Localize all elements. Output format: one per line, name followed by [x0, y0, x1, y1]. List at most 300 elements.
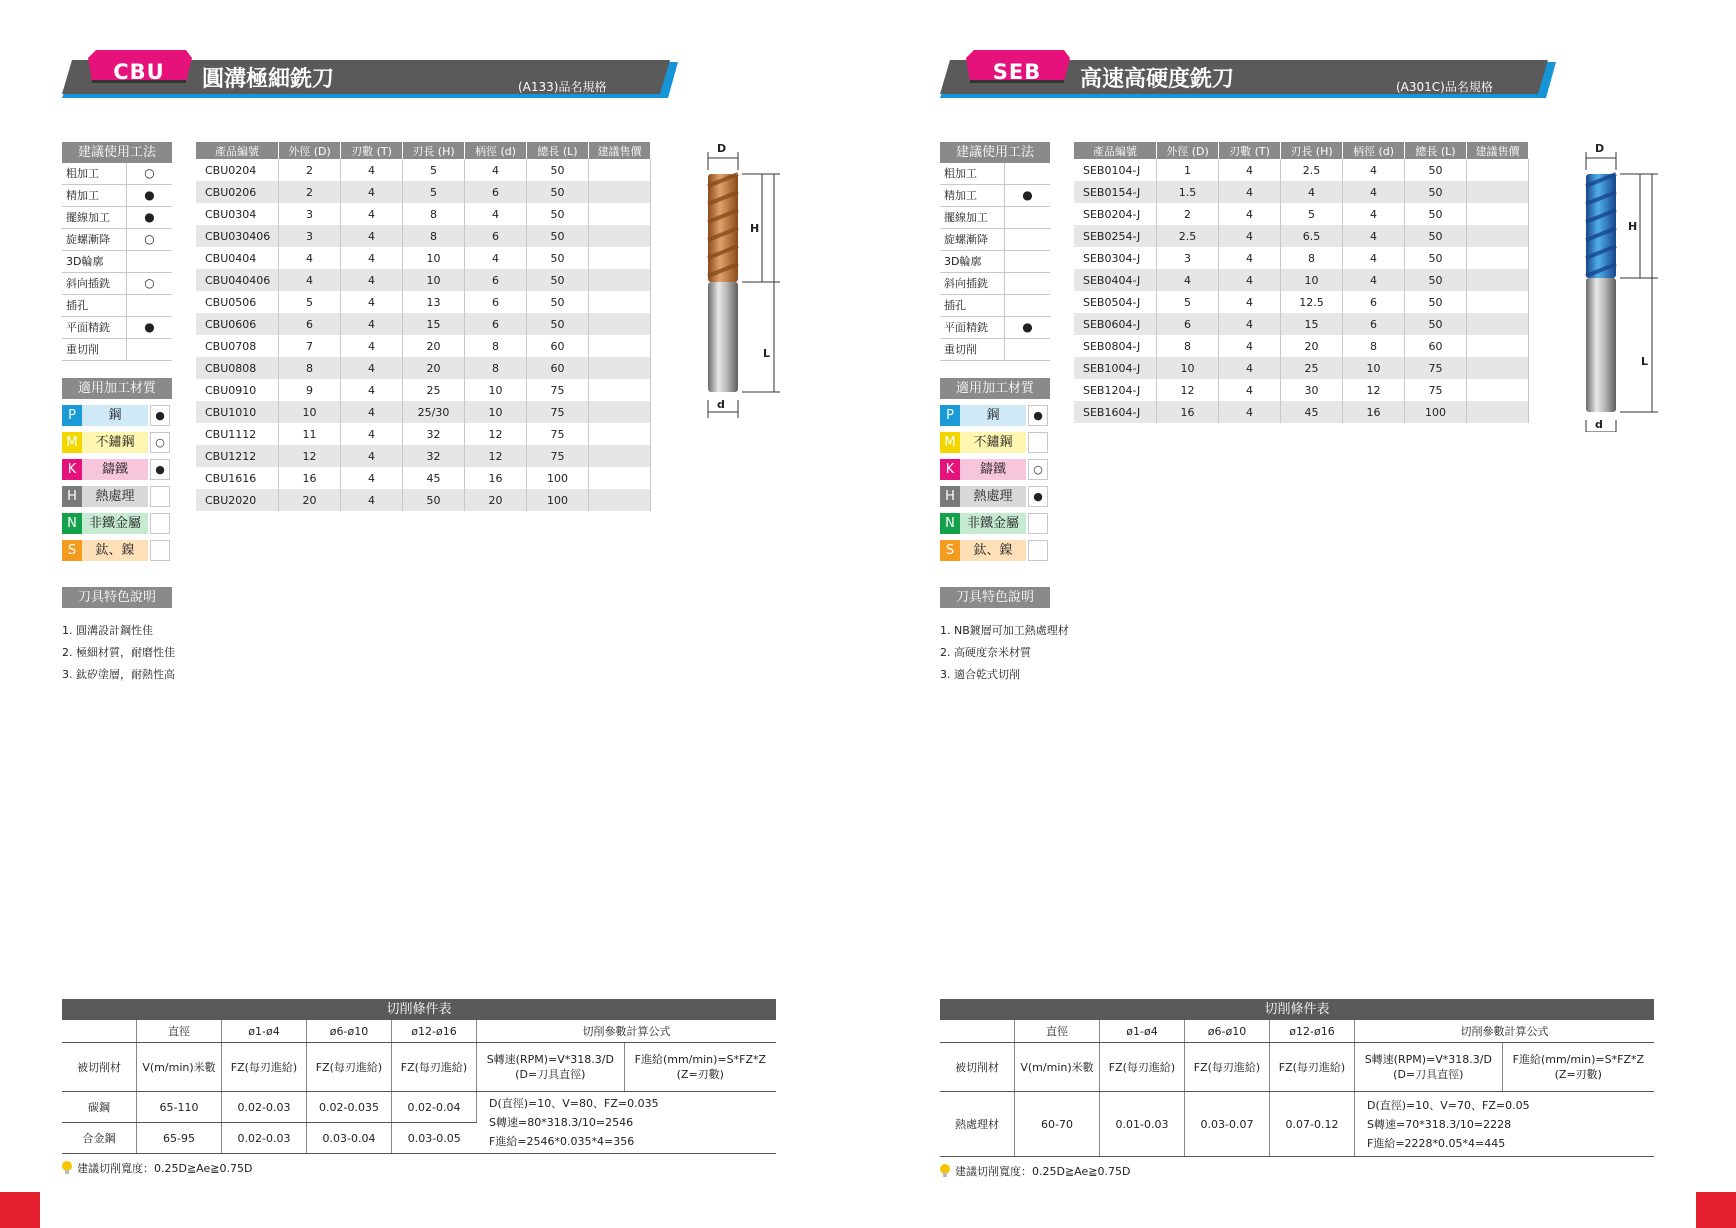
formula-line: F進給=2546*0.035*4=356 [489, 1135, 635, 1148]
table-cell: 10 [465, 401, 527, 423]
table-cell: 4 [341, 247, 403, 269]
table-cell: 11 [279, 423, 341, 445]
features-header: 刀具特色說明 [940, 587, 1050, 608]
formula-line: F進給=2228*0.05*4=445 [1367, 1136, 1506, 1150]
table-cell: CBU0404 [196, 247, 279, 269]
material-mark [1028, 540, 1048, 561]
table-cell: 4 [1343, 203, 1405, 225]
feature-item: 1. 圓溝設計鋼性佳 [62, 624, 153, 637]
cutting-header: ø6-ø10 [1185, 1020, 1270, 1043]
material-mark [1028, 432, 1048, 453]
method-name: 旋螺漸降 [62, 229, 127, 250]
cutting-header: 切削參數計算公式 [477, 1020, 777, 1043]
table-cell: 4 [1219, 335, 1281, 357]
cutting-header: ø1-ø4 [1100, 1020, 1185, 1043]
table-cell: 75 [527, 423, 589, 445]
cutting-header: 直徑 [1015, 1020, 1100, 1043]
method-name: 3D輪廓 [62, 251, 127, 272]
table-header-row [1074, 142, 1529, 159]
table-row [196, 335, 651, 357]
table-cell: 4 [1219, 181, 1281, 203]
material-name: 鋼 [960, 405, 1026, 426]
cutting-header: 直徑 [137, 1020, 222, 1043]
method-name: 擺線加工 [62, 207, 127, 228]
table-cell: 50 [527, 313, 589, 335]
table-cell: CBU1010 [196, 401, 279, 423]
product-title: 高速高硬度銑刀 [1080, 67, 1235, 92]
material-mark: ● [1028, 486, 1048, 507]
dimension-label-L: L [763, 347, 771, 360]
product-table [196, 142, 651, 511]
table-cell: 25 [403, 379, 465, 401]
table-cell [589, 159, 651, 181]
formula-example [477, 1092, 777, 1154]
table-cell: 4 [341, 445, 403, 467]
tool-drawing [700, 142, 780, 436]
cutting-header [940, 1020, 1015, 1043]
method-mark [1005, 163, 1050, 184]
method-name: 粗加工 [940, 163, 1005, 184]
table-cell: CBU0304 [196, 203, 279, 225]
table-cell: 4 [1343, 181, 1405, 203]
table-cell: CBU2020 [196, 489, 279, 511]
table-cell: 20 [465, 489, 527, 511]
product-title: 圓溝極細銑刀 [202, 67, 335, 92]
table-cell [589, 269, 651, 291]
table-cell: 20 [403, 335, 465, 357]
table-cell: 50 [527, 291, 589, 313]
column-header: 刃長 (H) [1281, 142, 1343, 159]
material-row [62, 486, 172, 507]
table-row [1074, 225, 1529, 247]
feature-item: 3. 適合乾式切削 [940, 668, 1020, 681]
table-row [196, 445, 651, 467]
method-row [62, 207, 172, 229]
cutting-subheader: FZ(每刃進給) [307, 1043, 392, 1092]
feature-item: 2. 高硬度奈米材質 [940, 646, 1031, 659]
table-cell: 75 [527, 445, 589, 467]
table-cell: 12 [1343, 379, 1405, 401]
table-cell: 8 [1157, 335, 1219, 357]
table-cell: 5 [1157, 291, 1219, 313]
cutting-subheader: S轉速(RPM)=V*318.3/D (D=刀具直徑) [1355, 1043, 1503, 1092]
table-cell: 4 [1219, 313, 1281, 335]
cutting-cell: 0.03-0.05 [392, 1123, 477, 1154]
cutting-subheader: 被切削材 [940, 1043, 1015, 1092]
material-letter: M [940, 432, 960, 453]
table-cell: 10 [465, 379, 527, 401]
table-cell: 50 [1405, 225, 1467, 247]
feature-item: 2. 極細材質，耐磨性佳 [62, 646, 175, 659]
table-cell: 8 [403, 203, 465, 225]
spec-label: (A133)品名規格 [518, 80, 607, 94]
table-cell: 50 [1405, 291, 1467, 313]
table-cell: 6.5 [1281, 225, 1343, 247]
table-row [1074, 313, 1529, 335]
methods-header: 建議使用工法 [62, 142, 172, 163]
method-row [62, 185, 172, 207]
table-cell: 4 [1219, 159, 1281, 181]
methods-header: 建議使用工法 [940, 142, 1050, 163]
material-mark: ● [1028, 405, 1048, 426]
column-header: 總長 (L) [527, 142, 589, 159]
table-cell: 12 [279, 445, 341, 467]
table-cell: 50 [527, 181, 589, 203]
table-cell: 4 [341, 269, 403, 291]
table-row [196, 225, 651, 247]
table-cell: 6 [465, 225, 527, 247]
table-cell: 6 [465, 291, 527, 313]
table-cell: 8 [465, 357, 527, 379]
table-cell: SEB1204-J [1074, 379, 1157, 401]
table-cell: 6 [465, 313, 527, 335]
table-cell: 10 [279, 401, 341, 423]
table-cell: 50 [1405, 203, 1467, 225]
method-mark: ● [144, 320, 155, 334]
table-cell: 50 [1405, 181, 1467, 203]
method-name: 平面精銑 [940, 317, 1005, 338]
tip-text: 建議切削寬度：0.25D≧Ae≧0.75D [77, 1162, 253, 1175]
product-panel-seb [940, 0, 1736, 1228]
cutting-cell: 0.02-0.04 [392, 1092, 477, 1123]
table-cell: SEB1604-J [1074, 401, 1157, 423]
dimension-label-H: H [1628, 220, 1638, 233]
material-mark: ● [150, 459, 170, 480]
table-cell: 2 [279, 181, 341, 203]
table-cell: 10 [1157, 357, 1219, 379]
method-name: 平面精銑 [62, 317, 127, 338]
materials-box [62, 378, 172, 561]
material-name: 不鏽鋼 [82, 432, 148, 453]
method-mark: ● [144, 210, 155, 224]
cutting-cell: 65-95 [137, 1123, 222, 1154]
table-cell: CBU030406 [196, 225, 279, 247]
material-name: 非鐵金屬 [82, 513, 148, 534]
table-cell: 4 [279, 247, 341, 269]
cutting-table-title: 切削條件表 [62, 999, 776, 1020]
table-row [1074, 247, 1529, 269]
cutting-cell: 0.02-0.03 [222, 1123, 307, 1154]
table-cell: 16 [279, 467, 341, 489]
cutting-cell: 合金鋼 [62, 1123, 137, 1154]
table-cell: 60 [1405, 335, 1467, 357]
table-cell: 12 [465, 445, 527, 467]
table-cell: 2.5 [1281, 159, 1343, 181]
cutting-table [62, 1020, 776, 1154]
features-section [62, 587, 175, 686]
table-cell [589, 203, 651, 225]
table-cell: 4 [1343, 247, 1405, 269]
table-cell: 25 [1281, 357, 1343, 379]
table-cell: 100 [1405, 401, 1467, 423]
method-name: 旋螺漸降 [940, 229, 1005, 250]
table-cell: 32 [403, 445, 465, 467]
table-cell: 8 [403, 225, 465, 247]
table-row [196, 291, 651, 313]
table-cell: 4 [341, 225, 403, 247]
table-cell: 4 [1219, 203, 1281, 225]
methods-box [62, 142, 172, 361]
table-cell: 75 [527, 401, 589, 423]
table-cell: 4 [341, 401, 403, 423]
table-cell [1467, 247, 1529, 269]
method-row [940, 229, 1050, 251]
material-row [940, 513, 1050, 534]
cutting-tip [62, 1160, 776, 1176]
method-row [940, 251, 1050, 273]
material-mark [1028, 513, 1048, 534]
table-cell [1467, 401, 1529, 423]
table-cell: 5 [1281, 203, 1343, 225]
features-header: 刀具特色說明 [62, 587, 172, 608]
table-cell: 4 [341, 181, 403, 203]
method-name: 插孔 [62, 295, 127, 316]
method-row [940, 295, 1050, 317]
table-cell: 4 [1343, 269, 1405, 291]
end-mill-illustration [1578, 142, 1658, 432]
cutting-subheader: F進給(mm/min)=S*FZ*Z (Z=刃數) [624, 1043, 776, 1092]
table-cell: 12.5 [1281, 291, 1343, 313]
cutting-header-row [940, 1020, 1654, 1043]
table-cell: 12 [465, 423, 527, 445]
cutting-subheader: FZ(每刃進給) [392, 1043, 477, 1092]
table-cell [1467, 335, 1529, 357]
table-cell: 10 [403, 247, 465, 269]
table-cell: 8 [1281, 247, 1343, 269]
table-cell: CBU0808 [196, 357, 279, 379]
table-cell: 4 [341, 203, 403, 225]
table-cell: 4 [465, 203, 527, 225]
material-name: 鑄鐵 [82, 459, 148, 480]
cutting-subheader-row [62, 1043, 776, 1092]
table-cell: 6 [1343, 291, 1405, 313]
method-row [940, 339, 1050, 361]
feature-item: 1. NB鍍層可加工熱處理材 [940, 624, 1069, 637]
table-row [196, 357, 651, 379]
cutting-row [940, 1092, 1654, 1157]
cutting-cell: 0.07-0.12 [1270, 1092, 1355, 1157]
cutting-cell: 0.03-0.07 [1185, 1092, 1270, 1157]
method-row [940, 273, 1050, 295]
cutting-subheader-row [940, 1043, 1654, 1092]
features-list [62, 620, 175, 686]
table-cell: SEB0204-J [1074, 203, 1157, 225]
table-row [1074, 401, 1529, 423]
table-row [196, 423, 651, 445]
method-row [62, 273, 172, 295]
material-name: 熱處理 [960, 486, 1026, 507]
material-letter: N [62, 513, 82, 534]
method-name: 3D輪廓 [940, 251, 1005, 272]
table-cell: 10 [1281, 269, 1343, 291]
table-cell: 8 [1343, 335, 1405, 357]
table-cell [1467, 269, 1529, 291]
table-row [1074, 269, 1529, 291]
table-cell [589, 467, 651, 489]
table-cell: 4 [1219, 291, 1281, 313]
table-cell: 60 [527, 335, 589, 357]
material-mark [150, 540, 170, 561]
method-mark: ○ [144, 232, 155, 246]
column-header: 產品編號 [196, 142, 279, 159]
material-name: 鈦、鎳 [960, 540, 1026, 561]
method-mark [1005, 295, 1050, 316]
cutting-row [62, 1092, 776, 1123]
material-name: 熱處理 [82, 486, 148, 507]
material-row [940, 405, 1050, 426]
material-mark: ● [150, 405, 170, 426]
table-cell: CBU1112 [196, 423, 279, 445]
column-header: 刃數 (T) [341, 142, 403, 159]
method-mark [1005, 339, 1050, 360]
table-cell: 2 [1157, 203, 1219, 225]
table-row [196, 489, 651, 511]
table-cell: 50 [403, 489, 465, 511]
tool-drawing [1578, 142, 1658, 436]
table-cell: 10 [1343, 357, 1405, 379]
end-mill-illustration [700, 142, 780, 432]
table-cell: SEB0804-J [1074, 335, 1157, 357]
method-mark: ○ [144, 166, 155, 180]
table-cell: 3 [279, 225, 341, 247]
material-row [940, 486, 1050, 507]
method-mark [1005, 229, 1050, 250]
formula-line: D(直徑)=10、V=80、FZ=0.035 [489, 1097, 659, 1110]
cutting-header-row [62, 1020, 776, 1043]
features-list [940, 620, 1069, 686]
cutting-table [940, 1020, 1654, 1157]
table-cell: 1 [1157, 159, 1219, 181]
table-cell: 5 [279, 291, 341, 313]
cutting-header: ø6-ø10 [307, 1020, 392, 1043]
table-cell: 4 [1343, 225, 1405, 247]
cutting-header: ø12-ø16 [1270, 1020, 1355, 1043]
product-table [1074, 142, 1529, 423]
column-header: 總長 (L) [1405, 142, 1467, 159]
material-letter: P [62, 405, 82, 426]
table-cell: 4 [341, 357, 403, 379]
table-cell [589, 401, 651, 423]
table-cell: 100 [527, 489, 589, 511]
table-cell: SEB0404-J [1074, 269, 1157, 291]
cutting-tip [940, 1163, 1654, 1179]
material-name: 非鐵金屬 [960, 513, 1026, 534]
dimension-label-d: d [717, 398, 725, 411]
table-cell: CBU0506 [196, 291, 279, 313]
table-cell: 45 [1281, 401, 1343, 423]
cutting-subheader: V(m/min)米數 [137, 1043, 222, 1092]
table-cell: 50 [527, 269, 589, 291]
method-row [62, 317, 172, 339]
method-row [62, 229, 172, 251]
table-cell [1467, 357, 1529, 379]
table-cell: 4 [341, 313, 403, 335]
table-row [196, 313, 651, 335]
cutting-table-title: 切削條件表 [940, 999, 1654, 1020]
table-cell [589, 247, 651, 269]
table-cell: 8 [279, 357, 341, 379]
table-cell: CBU0606 [196, 313, 279, 335]
table-cell: 25/30 [403, 401, 465, 423]
method-row [940, 317, 1050, 339]
table-cell: 6 [465, 181, 527, 203]
table-cell: 4 [279, 269, 341, 291]
table-cell [589, 423, 651, 445]
material-letter: H [62, 486, 82, 507]
method-mark [127, 251, 172, 272]
table-cell: 15 [1281, 313, 1343, 335]
table-cell: 30 [1281, 379, 1343, 401]
table-cell [589, 291, 651, 313]
table-cell [1467, 181, 1529, 203]
cutting-header: 切削參數計算公式 [1355, 1020, 1655, 1043]
cutting-subheader: 被切削材 [62, 1043, 137, 1092]
table-cell: 100 [527, 467, 589, 489]
table-cell: 9 [279, 379, 341, 401]
table-cell: 4 [341, 159, 403, 181]
table-cell: 50 [527, 203, 589, 225]
method-mark: ● [1022, 188, 1033, 202]
product-code: SEB [992, 60, 1042, 84]
table-cell: 4 [1219, 269, 1281, 291]
table-cell: 60 [527, 357, 589, 379]
formula-line: S轉速=70*318.3/10=2228 [1367, 1117, 1512, 1131]
material-letter: M [62, 432, 82, 453]
table-cell: 4 [1157, 269, 1219, 291]
method-name: 粗加工 [62, 163, 127, 184]
table-cell [1467, 379, 1529, 401]
table-row [196, 379, 651, 401]
method-name: 斜向插銑 [940, 273, 1005, 294]
table-cell [589, 225, 651, 247]
cutting-cell: 碳鋼 [62, 1092, 137, 1123]
table-cell: 6 [1343, 313, 1405, 335]
table-cell [1467, 159, 1529, 181]
method-name: 斜向插銑 [62, 273, 127, 294]
table-cell: 6 [1157, 313, 1219, 335]
table-row [1074, 203, 1529, 225]
table-cell [1467, 203, 1529, 225]
method-row [940, 207, 1050, 229]
table-cell: SEB0154-J [1074, 181, 1157, 203]
material-mark [150, 486, 170, 507]
table-row [196, 159, 651, 181]
material-row [940, 540, 1050, 561]
cutting-header [62, 1020, 137, 1043]
cutting-cell: 65-110 [137, 1092, 222, 1123]
table-header-row [196, 142, 651, 159]
dimension-label-L: L [1641, 355, 1649, 368]
lightbulb-icon [62, 1161, 72, 1175]
column-header: 建議售價 [1467, 142, 1529, 159]
material-letter: S [62, 540, 82, 561]
table-cell: 50 [1405, 247, 1467, 269]
material-row [940, 432, 1050, 453]
table-row [196, 467, 651, 489]
table-cell: CBU1212 [196, 445, 279, 467]
material-name: 鈦、鎳 [82, 540, 148, 561]
table-cell: 4 [341, 291, 403, 313]
table-cell: 16 [1157, 401, 1219, 423]
material-letter: H [940, 486, 960, 507]
material-letter: S [940, 540, 960, 561]
table-cell: 16 [1343, 401, 1405, 423]
table-cell: SEB0104-J [1074, 159, 1157, 181]
table-cell: 4 [1219, 357, 1281, 379]
table-cell: 10 [403, 269, 465, 291]
column-header: 柄徑 (d) [465, 142, 527, 159]
material-letter: P [940, 405, 960, 426]
